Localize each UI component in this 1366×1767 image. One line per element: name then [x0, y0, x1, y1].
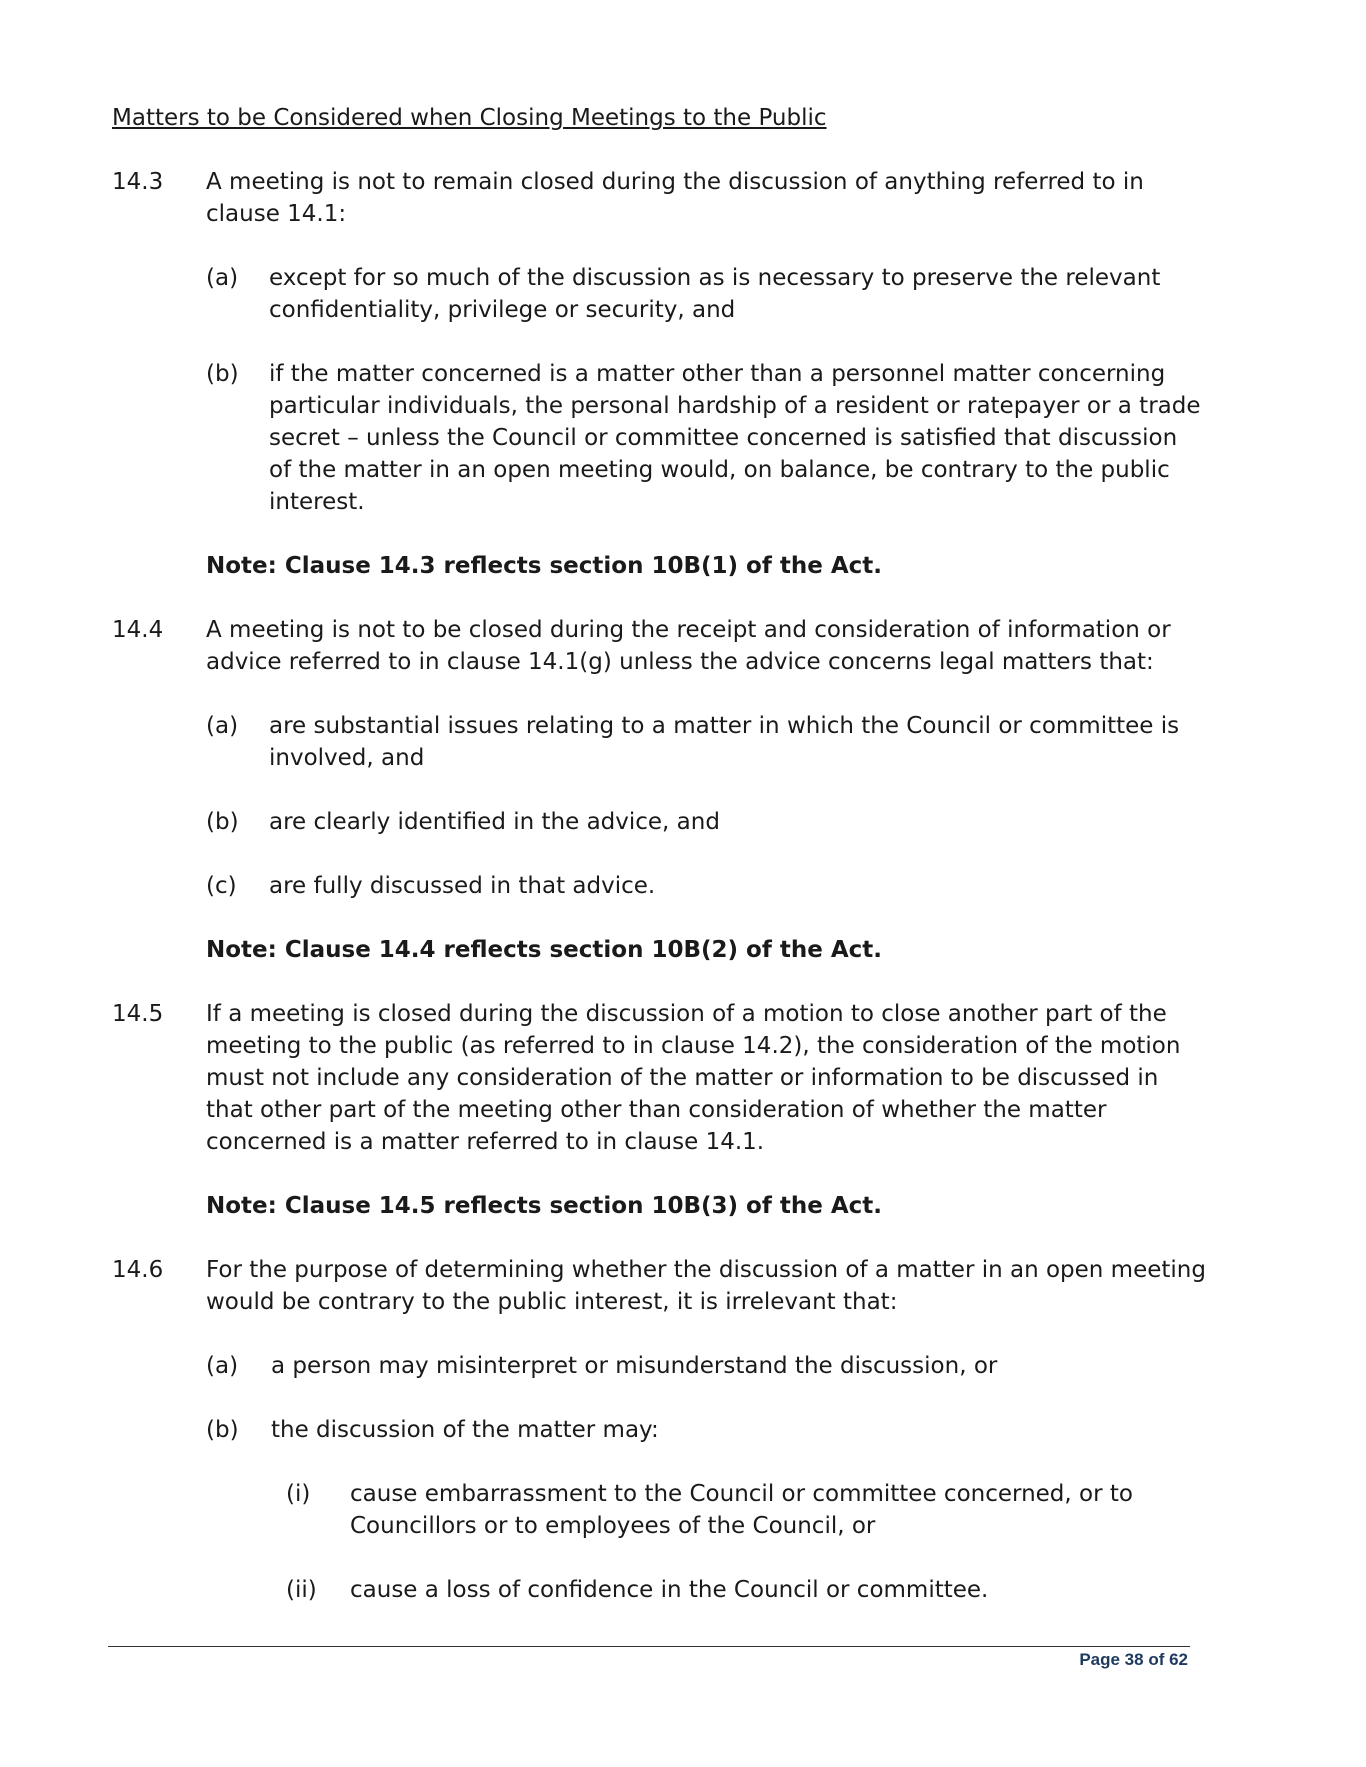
- item-text: the discussion of the matter may:: [271, 1417, 659, 1443]
- subitem-label: (ii): [286, 1577, 317, 1603]
- item-label: (b): [206, 1417, 239, 1443]
- item-text: except for so much of the discussion as is necessary to preserve the relevant confidentiality, privilege or security, and: [269, 265, 1161, 323]
- clause-number: 14.6: [112, 1257, 164, 1283]
- item-label: (a): [206, 1353, 239, 1379]
- item-text: are substantial issues relating to a matter in which the Council or committee is involved, and: [269, 713, 1180, 771]
- clause-text: If a meeting is closed during the discussion of a motion to close another part of the meeting to the public (as referred to in clause 14.2), the consideration of the motion must not include any consideration of the matter or information to be discussed in that other part of the meeting other than consideration of whether the matter concerned is a matter referred to in clause 14.1.: [206, 1001, 1181, 1155]
- item-label: (c): [206, 873, 237, 899]
- clause-number: 14.5: [112, 1001, 164, 1027]
- subitem-text: cause a loss of confidence in the Council or committee.: [350, 1577, 989, 1603]
- item-label: (a): [206, 713, 239, 739]
- clause-14-3-note: Note: Clause 14.3 reflects section 10B(1) of the Act.: [206, 553, 882, 579]
- clause-number: 14.4: [112, 617, 164, 643]
- page-number: Page 38 of 62: [1079, 1650, 1188, 1669]
- clause-text: A meeting is not to be closed during the receipt and consideration of information or advice referred to in clause 14.1(g) unless the advice concerns legal matters that:: [206, 617, 1171, 675]
- clause-14-5-note: Note: Clause 14.5 reflects section 10B(3) of the Act.: [206, 1193, 882, 1219]
- item-text: if the matter concerned is a matter other than a personnel matter concerning particular individuals, the personal hardship of a resident or ratepayer or a trade secret – unless the Council or committee concerned is satisfied that discussion of the matter in an open meeting would, on balance, be contrary to the public interest.: [269, 361, 1201, 515]
- clause-text: For the purpose of determining whether the discussion of a matter in an open meeting would be contrary to the public interest, it is irrelevant that:: [206, 1257, 1206, 1315]
- item-text: a person may misinterpret or misunderstand the discussion, or: [271, 1353, 998, 1379]
- item-label: (b): [206, 361, 239, 387]
- item-label: (a): [206, 265, 239, 291]
- item-text: are clearly identified in the advice, and: [269, 809, 720, 835]
- clause-text: A meeting is not to remain closed during the discussion of anything referred to in clause 14.1:: [206, 169, 1144, 227]
- footer-divider: [108, 1646, 1190, 1647]
- item-label: (b): [206, 809, 239, 835]
- item-text: are fully discussed in that advice.: [269, 873, 656, 899]
- subitem-text: cause embarrassment to the Council or committee concerned, or to Councillors or to employees of the Council, or: [350, 1481, 1133, 1539]
- clause-number: 14.3: [112, 169, 164, 195]
- clause-14-4-note: Note: Clause 14.4 reflects section 10B(2) of the Act.: [206, 937, 882, 963]
- subitem-label: (i): [286, 1481, 311, 1507]
- section-heading: Matters to be Considered when Closing Meetings to the Public: [112, 105, 827, 131]
